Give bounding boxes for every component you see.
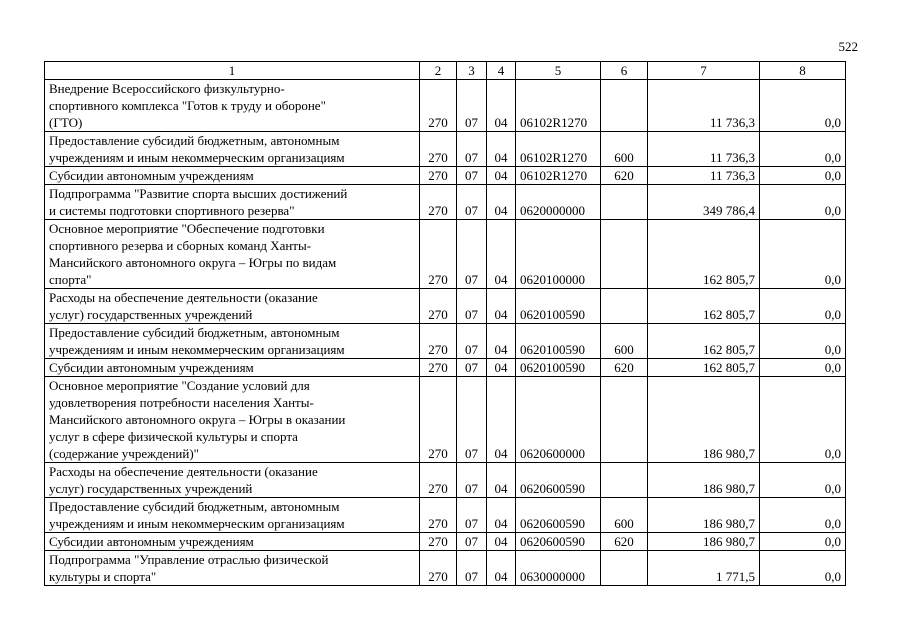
expense-type-cell <box>601 289 648 324</box>
table-row <box>45 185 846 220</box>
item-name-line: спорта" <box>49 272 92 287</box>
amount-cell: 1 771,5 <box>648 551 760 586</box>
item-name-line: учреждениям и иным некоммерческим организациям <box>49 342 345 357</box>
item-name-line: Мансийского автономного округа – Югры по видам <box>49 255 337 270</box>
item-name-cell <box>45 289 420 324</box>
secondary-amount-cell: 0,0 <box>760 377 846 463</box>
chapter-code-cell: 07 <box>457 498 487 533</box>
item-name-line: Расходы на обеспечение деятельности (оказание <box>49 290 318 305</box>
item-name-line: Субсидии автономным учреждениям <box>49 534 254 549</box>
target-article-cell: 06102R1270 <box>516 132 601 167</box>
secondary-amount-cell: 0,0 <box>760 533 846 551</box>
secondary-amount-cell: 0,0 <box>760 498 846 533</box>
chapter-code-cell: 07 <box>457 377 487 463</box>
chapter-code-cell: 07 <box>457 533 487 551</box>
expense-type-cell <box>601 80 648 132</box>
item-name-cell <box>45 359 420 377</box>
section-code-cell: 270 <box>420 167 457 185</box>
expense-type-cell <box>601 377 648 463</box>
item-name-line: Внедрение Всероссийского физкультурно- <box>49 81 285 96</box>
expense-type-cell: 620 <box>601 359 648 377</box>
secondary-amount-cell: 0,0 <box>760 167 846 185</box>
chapter-code-cell: 07 <box>457 463 487 498</box>
subsection-code-cell: 04 <box>487 533 516 551</box>
table-row <box>45 377 846 463</box>
item-name-cell <box>45 80 420 132</box>
table-row <box>45 80 846 132</box>
item-name-line: Основное мероприятие "Обеспечение подготовки <box>49 221 325 236</box>
chapter-code-cell: 07 <box>457 167 487 185</box>
header-cell-col5: 5 <box>516 62 601 80</box>
target-article-cell: 0620100590 <box>516 289 601 324</box>
table-row <box>45 498 846 533</box>
chapter-code-cell: 07 <box>457 551 487 586</box>
item-name-line: услуг) государственных учреждений <box>49 307 253 322</box>
chapter-code-cell: 07 <box>457 185 487 220</box>
secondary-amount-cell: 0,0 <box>760 289 846 324</box>
secondary-amount-cell: 0,0 <box>760 132 846 167</box>
chapter-code-cell: 07 <box>457 220 487 289</box>
item-name-line: учреждениям и иным некоммерческим организациям <box>49 150 345 165</box>
amount-cell: 186 980,7 <box>648 498 760 533</box>
target-article-cell: 0620600590 <box>516 463 601 498</box>
section-code-cell: 270 <box>420 132 457 167</box>
target-article-cell: 0620600590 <box>516 533 601 551</box>
subsection-code-cell: 04 <box>487 289 516 324</box>
section-code-cell: 270 <box>420 533 457 551</box>
subsection-code-cell: 04 <box>487 220 516 289</box>
amount-cell: 162 805,7 <box>648 220 760 289</box>
section-code-cell: 270 <box>420 377 457 463</box>
table-row <box>45 167 846 185</box>
subsection-code-cell: 04 <box>487 167 516 185</box>
item-name-line: Предоставление субсидий бюджетным, автономным <box>49 133 340 148</box>
table-row <box>45 289 846 324</box>
subsection-code-cell: 04 <box>487 359 516 377</box>
section-code-cell: 270 <box>420 498 457 533</box>
chapter-code-cell: 07 <box>457 80 487 132</box>
subsection-code-cell: 04 <box>487 185 516 220</box>
amount-cell: 186 980,7 <box>648 377 760 463</box>
subsection-code-cell: 04 <box>487 498 516 533</box>
chapter-code-cell: 07 <box>457 324 487 359</box>
expense-type-cell <box>601 551 648 586</box>
expense-type-cell <box>601 463 648 498</box>
item-name-line: спортивного комплекса "Готов к труду и обороне" <box>49 98 326 113</box>
chapter-code-cell: 07 <box>457 132 487 167</box>
section-code-cell: 270 <box>420 220 457 289</box>
expense-type-cell <box>601 220 648 289</box>
item-name-line: (ГТО) <box>49 115 83 130</box>
amount-cell: 186 980,7 <box>648 463 760 498</box>
table-row <box>45 533 846 551</box>
target-article-cell: 0620000000 <box>516 185 601 220</box>
item-name-line: удовлетворения потребности населения Ханты- <box>49 395 314 410</box>
item-name-cell <box>45 167 420 185</box>
item-name-line: услуг) государственных учреждений <box>49 481 253 496</box>
item-name-cell <box>45 463 420 498</box>
secondary-amount-cell: 0,0 <box>760 220 846 289</box>
subsection-code-cell: 04 <box>487 132 516 167</box>
section-code-cell: 270 <box>420 551 457 586</box>
table-row <box>45 324 846 359</box>
item-name-line: культуры и спорта" <box>49 569 157 584</box>
secondary-amount-cell: 0,0 <box>760 463 846 498</box>
page-number: 522 <box>838 39 858 54</box>
section-code-cell: 270 <box>420 463 457 498</box>
target-article-cell: 0620100590 <box>516 359 601 377</box>
item-name-cell <box>45 377 420 463</box>
amount-cell: 11 736,3 <box>648 132 760 167</box>
table-row <box>45 463 846 498</box>
target-article-cell: 0620100000 <box>516 220 601 289</box>
item-name-line: Предоставление субсидий бюджетным, автономным <box>49 325 340 340</box>
secondary-amount-cell: 0,0 <box>760 551 846 586</box>
secondary-amount-cell: 0,0 <box>760 324 846 359</box>
secondary-amount-cell: 0,0 <box>760 80 846 132</box>
target-article-cell: 0620100590 <box>516 324 601 359</box>
item-name-line: Предоставление субсидий бюджетным, автономным <box>49 499 340 514</box>
section-code-cell: 270 <box>420 80 457 132</box>
table-row <box>45 551 846 586</box>
section-code-cell: 270 <box>420 324 457 359</box>
item-name-cell <box>45 551 420 586</box>
item-name-cell <box>45 132 420 167</box>
chapter-code-cell: 07 <box>457 359 487 377</box>
item-name-line: Расходы на обеспечение деятельности (оказание <box>49 464 318 479</box>
expense-type-cell: 620 <box>601 533 648 551</box>
item-name-cell <box>45 185 420 220</box>
item-name-line: Субсидии автономным учреждениям <box>49 168 254 183</box>
expense-type-cell: 600 <box>601 132 648 167</box>
expense-type-cell: 600 <box>601 324 648 359</box>
table-row <box>45 132 846 167</box>
amount-cell: 11 736,3 <box>648 167 760 185</box>
item-name-line: Мансийского автономного округа – Югры в оказании <box>49 412 346 427</box>
subsection-code-cell: 04 <box>487 377 516 463</box>
table-row <box>45 220 846 289</box>
header-cell-col4: 4 <box>487 62 516 80</box>
secondary-amount-cell: 0,0 <box>760 359 846 377</box>
secondary-amount-cell: 0,0 <box>760 185 846 220</box>
header-cell-col6: 6 <box>601 62 648 80</box>
table-header-row <box>45 62 846 80</box>
expense-type-cell: 620 <box>601 167 648 185</box>
item-name-line: и системы подготовки спортивного резерва" <box>49 203 295 218</box>
subsection-code-cell: 04 <box>487 551 516 586</box>
target-article-cell: 0620600590 <box>516 498 601 533</box>
item-name-cell <box>45 533 420 551</box>
target-article-cell: 0630000000 <box>516 551 601 586</box>
item-name-line: спортивного резерва и сборных команд Ханты- <box>49 238 312 253</box>
item-name-line: услуг в сфере физической культуры и спорта <box>49 429 298 444</box>
item-name-cell <box>45 498 420 533</box>
expense-type-cell <box>601 185 648 220</box>
item-name-line: Подпрограмма "Развитие спорта высших достижений <box>49 186 348 201</box>
item-name-line: Субсидии автономным учреждениям <box>49 360 254 375</box>
expense-type-cell: 600 <box>601 498 648 533</box>
item-name-line: учреждениям и иным некоммерческим организациям <box>49 516 345 531</box>
amount-cell: 162 805,7 <box>648 289 760 324</box>
budget-table <box>44 61 846 586</box>
item-name-cell <box>45 324 420 359</box>
subsection-code-cell: 04 <box>487 80 516 132</box>
item-name-line: Основное мероприятие "Создание условий для <box>49 378 310 393</box>
item-name-cell <box>45 220 420 289</box>
subsection-code-cell: 04 <box>487 324 516 359</box>
amount-cell: 349 786,4 <box>648 185 760 220</box>
header-cell-col2: 2 <box>420 62 457 80</box>
item-name-line: Подпрограмма "Управление отраслью физической <box>49 552 329 567</box>
section-code-cell: 270 <box>420 289 457 324</box>
section-code-cell: 270 <box>420 359 457 377</box>
header-cell-col1: 1 <box>45 62 420 80</box>
section-code-cell: 270 <box>420 185 457 220</box>
amount-cell: 162 805,7 <box>648 359 760 377</box>
subsection-code-cell: 04 <box>487 463 516 498</box>
chapter-code-cell: 07 <box>457 289 487 324</box>
header-cell-col7: 7 <box>648 62 760 80</box>
amount-cell: 11 736,3 <box>648 80 760 132</box>
header-cell-col3: 3 <box>457 62 487 80</box>
amount-cell: 162 805,7 <box>648 324 760 359</box>
target-article-cell: 06102R1270 <box>516 167 601 185</box>
item-name-line: (содержание учреждений)" <box>49 446 199 461</box>
target-article-cell: 0620600000 <box>516 377 601 463</box>
header-cell-col8: 8 <box>760 62 846 80</box>
target-article-cell: 06102R1270 <box>516 80 601 132</box>
table-row <box>45 359 846 377</box>
amount-cell: 186 980,7 <box>648 533 760 551</box>
